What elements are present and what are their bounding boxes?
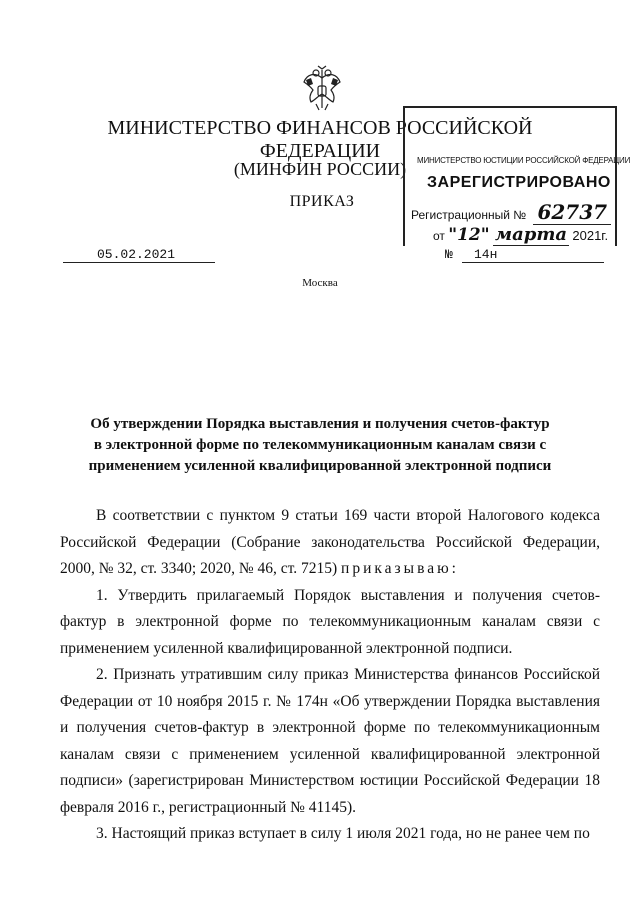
- subject-line: применением усиленной квалифицированной электронной подписи: [88, 458, 552, 474]
- document-subject: [80, 414, 560, 477]
- stamp-date-row: [433, 224, 613, 245]
- coat-of-arms-icon: [301, 64, 343, 114]
- subject-line: в электронной форме по телекоммуникационным каналам связи с: [93, 437, 547, 453]
- document-date: 05.02.2021: [63, 247, 215, 263]
- document-number: 14н: [462, 247, 604, 263]
- stamp-registration-row: [411, 200, 611, 224]
- ministry-short-name: (МИНФИН РОССИИ): [233, 159, 407, 179]
- subject-line: Об утверждении Порядка выставления и получения счетов-фактур: [90, 416, 550, 432]
- document-city: Москва: [302, 277, 338, 289]
- registration-stamp: [403, 106, 631, 246]
- item-paragraph: [60, 662, 600, 821]
- item-2-text: 2. Признать утратившим силу приказ Министерства финансов Российской Федерации от 10 ноября 2015 г. № 174н «Об утверждении Порядка выставления и получения счетов-фактур в электронной форме по телекоммуникационным каналам связи с применением усиленной квалифицированной электронной подписи» (зарегистрирован Министерством юстиции Российской Федерации 18 февраля 2016 г., регистрационный № 41145).: [60, 666, 600, 816]
- stamp-organization: МИНИСТЕРСТВО ЮСТИЦИИ РОССИЙСКОЙ ФЕДЕРАЦИИ: [417, 156, 631, 165]
- order-title: ПРИКАЗ: [289, 193, 355, 210]
- preamble-paragraph: [60, 503, 600, 583]
- stamp-date-month: марта: [494, 224, 568, 245]
- stamp-date-prefix: от: [433, 229, 445, 243]
- item-1-text: 1. Утвердить прилагаемый Порядок выставления и получения счетов-фактур в электронной форме по телекоммуникационным каналам связи с применением усиленной квалифицированной электронной подписи.: [60, 586, 600, 657]
- document-number-label: №: [445, 247, 453, 262]
- preamble-text: В соответствии с пунктом 9 статьи 169 части второй Налогового кодекса Российской Федерации (Собрание законодательства Российской Федерации, 2000, № 32, ст. 3340; 2020, № 46, ст. 7215): [60, 507, 600, 577]
- item-3-text: 3. Настоящий приказ вступает в силу 1 июля 2021 года, но не ранее чем по: [96, 825, 590, 842]
- order-word: приказываю:: [341, 560, 459, 577]
- stamp-registration-number: 62737: [533, 200, 611, 225]
- document-body: [60, 503, 600, 848]
- item-paragraph: [60, 583, 600, 663]
- stamp-status: ЗАРЕГИСТРИРОВАНО: [427, 174, 611, 191]
- stamp-registration-label: Регистрационный №: [411, 208, 527, 222]
- ministry-name: МИНИСТЕРСТВО ФИНАНСОВ РОССИЙСКОЙ ФЕДЕРАЦИИ: [107, 117, 533, 162]
- stamp-date-year: 2021г.: [572, 228, 609, 243]
- stamp-date-day: "12": [448, 225, 490, 245]
- item-paragraph: [60, 821, 600, 848]
